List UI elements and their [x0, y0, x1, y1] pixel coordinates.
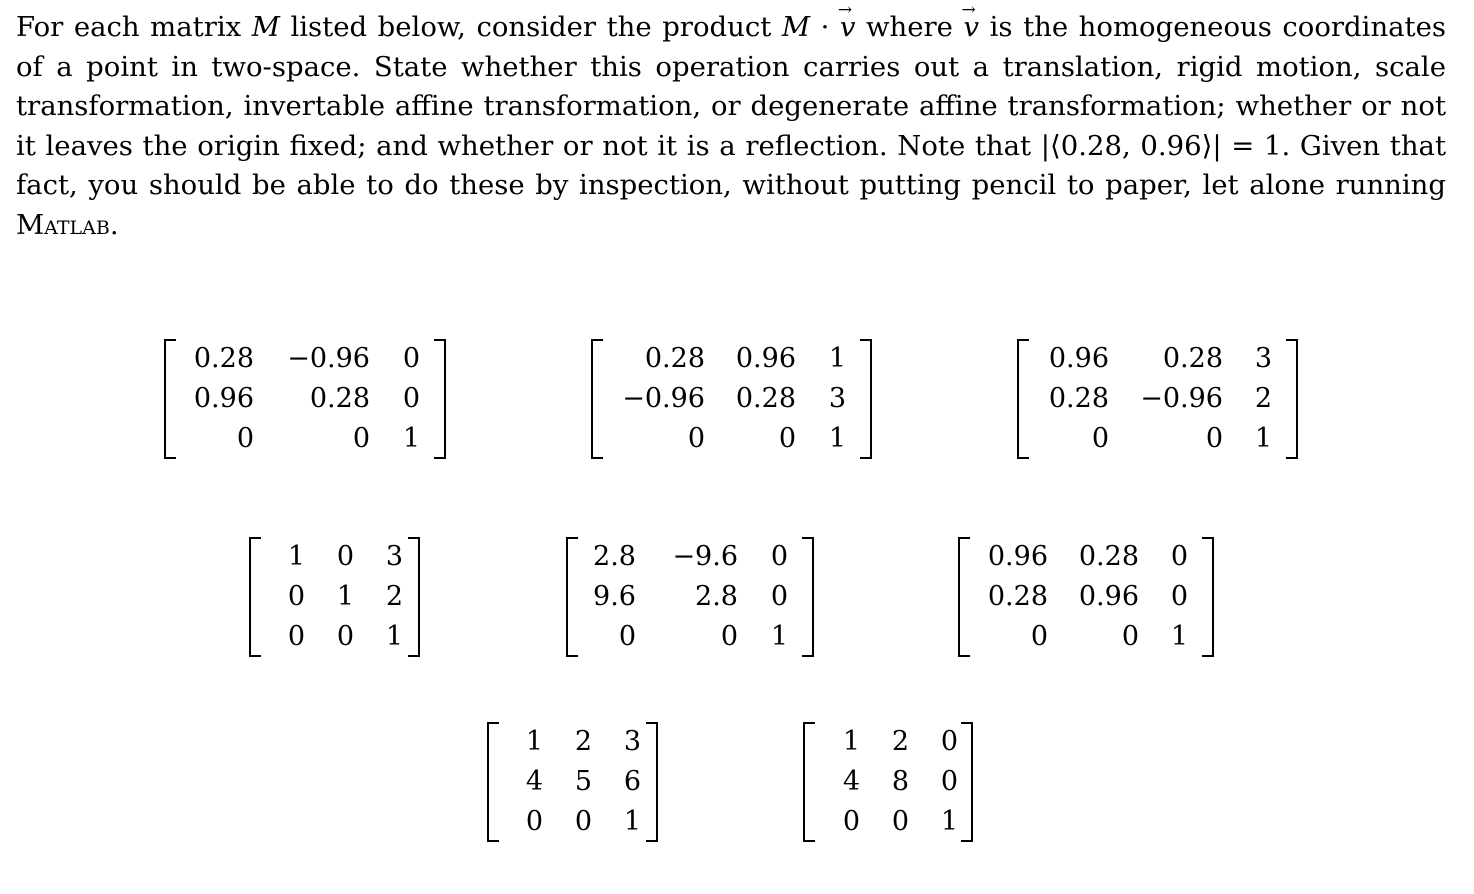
left-bracket: [566, 537, 578, 657]
matrix-cell: −0.96: [1140, 383, 1223, 414]
matrix-cell: 0: [402, 383, 420, 414]
matrix-cell: −9.6: [672, 541, 738, 572]
left-bracket: [1017, 339, 1029, 459]
matrix-cell: 2: [385, 581, 403, 612]
matrix-cell: 9.6: [593, 581, 636, 612]
matrix-cell: 0.96: [1048, 343, 1109, 374]
matrix-1: [164, 339, 446, 459]
matrix-cell: 0.28: [309, 383, 370, 414]
matrix-cell: 1: [525, 726, 543, 757]
matrix-cell: 0: [1205, 423, 1223, 454]
matrix-cell: 0: [1121, 621, 1139, 652]
matrix-cell: 0: [352, 423, 370, 454]
matrix-cell: 0: [770, 541, 788, 572]
matrix-4: [249, 537, 420, 657]
matrix-cell: 2: [1254, 383, 1272, 414]
matrix-cell: 3: [828, 383, 846, 414]
matrix-cell: 0: [1030, 621, 1048, 652]
right-bracket: [802, 537, 814, 657]
left-bracket: [249, 537, 261, 657]
matrix-cell: 0: [687, 423, 705, 454]
matrix-cell: 1: [623, 806, 641, 837]
matrix-cell: 0.28: [1162, 343, 1223, 374]
matrix-cell: 1: [336, 581, 354, 612]
matrix-cell: 2.8: [695, 581, 738, 612]
matrix-cell: 4: [842, 766, 860, 797]
matrix-cell: 1: [770, 621, 788, 652]
matrix-cell: 0: [720, 621, 738, 652]
matrix-cell: −0.96: [622, 383, 705, 414]
matrix-5: [566, 537, 814, 657]
matrix-7: [487, 722, 658, 842]
right-bracket: [434, 339, 446, 459]
matrix-cell: 0: [891, 806, 909, 837]
matrix-cell: 0: [778, 423, 796, 454]
matrix-cell: 0: [1170, 581, 1188, 612]
matrix-cell: 0.96: [1078, 581, 1139, 612]
matrix-cell: 0: [287, 581, 305, 612]
matrix-cell: 0.28: [1048, 383, 1109, 414]
matrix-cell: 0: [402, 343, 420, 374]
right-bracket: [860, 339, 872, 459]
matlab-name: Matlab: [16, 208, 110, 241]
matrix-cell: 3: [1254, 343, 1272, 374]
matrix-cell: 0.28: [1078, 541, 1139, 572]
matrix-cell: 0: [1170, 541, 1188, 572]
matrix-3: [1017, 339, 1298, 459]
matrix-cell: 1: [287, 541, 305, 572]
matrix-cell: 0: [940, 726, 958, 757]
matrix-cell: 0: [236, 423, 254, 454]
matrix-cell: 1: [385, 621, 403, 652]
vector-symbol: → v: [840, 8, 856, 48]
matrix-cell: 2: [891, 726, 909, 757]
right-bracket: [646, 722, 658, 842]
left-bracket: [958, 537, 970, 657]
matrix-cell: 2: [574, 726, 592, 757]
matrix-cell: 2.8: [593, 541, 636, 572]
matrix-cell: 1: [1254, 423, 1272, 454]
right-bracket: [1286, 339, 1298, 459]
matrix-cell: 0.96: [193, 383, 254, 414]
matrix-cell: 0.28: [987, 581, 1048, 612]
matrix-cell: −0.96: [287, 343, 370, 374]
matrix-6: [958, 537, 1214, 657]
matrix-cell: 1: [842, 726, 860, 757]
matrix-symbol: M: [781, 11, 811, 43]
matrix-cell: 3: [385, 541, 403, 572]
matrix-symbol: M: [251, 11, 280, 43]
matrix-cell: 5: [574, 766, 592, 797]
left-bracket: [164, 339, 176, 459]
matrix-cell: 0: [618, 621, 636, 652]
matrix-cell: 0.28: [644, 343, 705, 374]
matrix-cell: 0: [1091, 423, 1109, 454]
right-bracket: [1202, 537, 1214, 657]
matrix-cell: 0.96: [735, 343, 796, 374]
matrix-cell: 1: [828, 343, 846, 374]
matrix-cell: 4: [525, 766, 543, 797]
matrix-cell: 0: [574, 806, 592, 837]
matrix-cell: 0: [842, 806, 860, 837]
matrix-cell: 1: [1170, 621, 1188, 652]
matrix-cell: 1: [828, 423, 846, 454]
matrix-cell: 6: [623, 766, 641, 797]
matrix-cell: 0: [287, 621, 305, 652]
matrix-cell: 0: [336, 541, 354, 572]
matrix-cell: 0.28: [193, 343, 254, 374]
matrix-8: [803, 722, 973, 842]
matrix-cell: 0: [525, 806, 543, 837]
vector-symbol: → v: [964, 8, 980, 48]
matrix-cell: 8: [891, 766, 909, 797]
left-bracket: [591, 339, 603, 459]
matrix-cell: 1: [940, 806, 958, 837]
matrix-cell: 3: [623, 726, 641, 757]
matrix-cell: 0: [336, 621, 354, 652]
left-bracket: [487, 722, 499, 842]
matrix-cell: 0.96: [987, 541, 1048, 572]
left-bracket: [803, 722, 815, 842]
right-bracket: [408, 537, 420, 657]
problem-statement: For each matrix M listed below, consider the product M · → v where → v is the homogeneous coordinates of a point in two-space. State whether this operation carries out a translation, rigid motion, scale transformation, invertable affine transformation, or degenerate affine transformation; whether or not it leaves the origin fixed; and whether or not it is a reflection. Note that |⟨0.28, 0.96⟩| = 1. Given that fact, you should be able to do these by inspection, without putting pencil to paper, let alone running Matlab.: [16, 8, 1446, 245]
right-bracket: [961, 722, 973, 842]
matrix-cell: 0: [940, 766, 958, 797]
matrix-2: [591, 339, 872, 459]
matrix-cell: 0: [770, 581, 788, 612]
matrix-cell: 1: [402, 423, 420, 454]
matrix-cell: 0.28: [735, 383, 796, 414]
